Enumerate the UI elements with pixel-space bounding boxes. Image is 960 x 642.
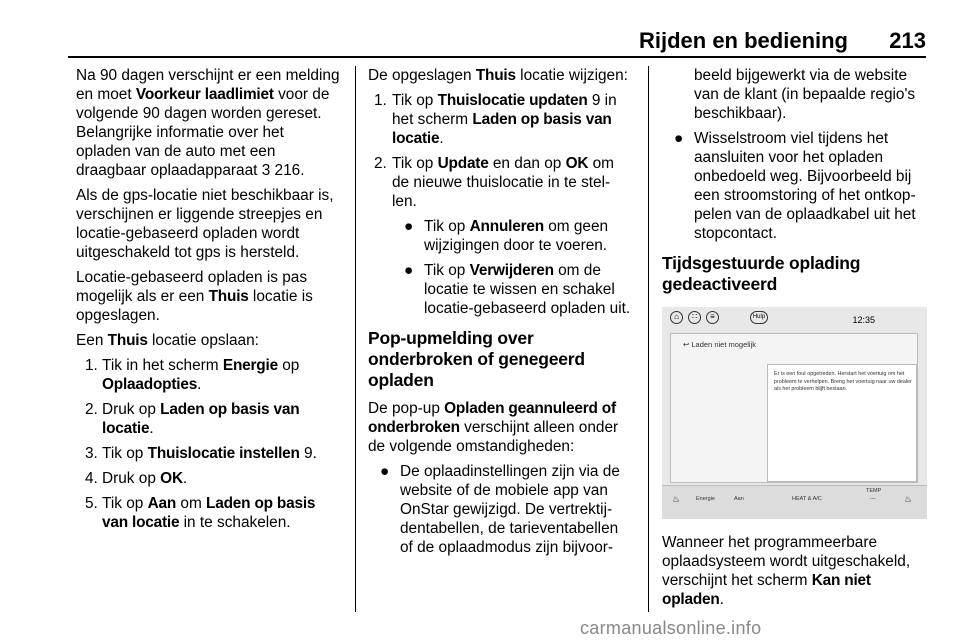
seat-icon: ♨ [904, 494, 913, 504]
column-divider [648, 66, 649, 612]
paragraph: Na 90 dagen verschijnt er een melding en moet Voorkeur laadlimiet voor de volgende 90 dagen worden gereset. Belangrijke informatie over het opladen van de auto met een draagbaar oplaadapparaat 3 216. [76, 67, 340, 179]
paragraph: Wanneer het programmeerbare oplaadsysteem wordt uitgeschakeld, verschijnt het scherm Kan niet opladen. [662, 534, 911, 608]
page-number: 213 [889, 28, 926, 53]
list-item: 2. Tik op Update en dan op OK om de nieuwe thuislocatie in te stel-len. [374, 155, 614, 210]
list-item: beeld bijgewerkt via de website van de klant (in bepaalde regio's beschikbaar). [694, 67, 916, 122]
header-rule [68, 56, 926, 58]
heat-ac-label: HEAT & A/C [792, 496, 822, 502]
temp-value: --- [870, 496, 876, 502]
watermark: carmanualsonline.info [580, 618, 762, 638]
error-message: Er is een fout opgetreden. Herstart het voertuig om het probleem te verhelpen. Breng het voertuig naar uw dealer als het probleem blijft bestaan. [767, 364, 917, 482]
help-icon: Hulp [750, 311, 768, 324]
page-title: Rijden en bediening [638, 28, 848, 53]
fan-label: Aan [734, 496, 744, 502]
paragraph: De pop-up Opladen geannuleerd of onderbroken verschijnt alleen onder de volgende omstandigheden: [368, 400, 619, 455]
sub-bullet-list [368, 217, 634, 318]
paragraph: Locatie-gebaseerd opladen is pas mogelijk als er een Thuis locatie is opgeslagen. [76, 269, 313, 324]
column-divider [355, 66, 356, 612]
temp-label: TEMP [866, 488, 882, 494]
clock: 12:35 [852, 315, 875, 325]
menu-icon: ≡ [706, 311, 719, 324]
list-item: 4. Druk op OK. [85, 470, 188, 487]
list-item: ● De oplaadinstellingen zijn via de website of de mobiele app van OnStar gewijzigd. De vertrektij-dentabellen, de tarieventabellen of de oplaadmodus zijn bijvoor- [380, 463, 620, 556]
energy-label: Energie [696, 496, 715, 502]
list-item: 5. Tik op Aan om Laden op basis van locatie in te schakelen. [85, 495, 316, 531]
list-item: 1. Tik in het scherm Energie op Oplaadopties. [85, 357, 300, 393]
list-item: 3. Tik op Thuislocatie instellen 9. [85, 445, 317, 462]
seat-icon: ♨ [672, 494, 681, 504]
column-1 [76, 66, 342, 538]
paragraph: Als de gps-locatie niet beschikbaar is, verschijnen er liggende streepjes en locatie-gebaseerd opladen wordt uitgeschakeld tot gps is hersteld. [76, 187, 334, 261]
back-icon: ↩ [683, 340, 692, 349]
page-reference: 3 216. [261, 162, 305, 179]
step-list [76, 356, 342, 532]
paragraph: Een Thuis locatie opslaan: [76, 332, 259, 349]
bullet-list [662, 66, 928, 243]
step-list [368, 91, 634, 211]
list-item: ● Tik op Annuleren om geen wijzigingen door te voeren. [404, 218, 609, 254]
list-item: ● Wisselstroom viel tijdens het aansluiten voor het opladen onbedoeld weg. Bijvoorbeeld bij een stroomstoring of het ontkop-pelen van de oplaadkabel uit het stopcontact. [674, 130, 916, 242]
list-item: 1. Tik op Thuislocatie updaten 9 in het scherm Laden op basis van locatie. [374, 92, 617, 147]
list-item: 2. Druk op Laden op basis van locatie. [85, 401, 300, 437]
section-heading: Tijdsgestuurde oplading gedeactiveerd [662, 253, 861, 294]
status-label: ↩ Laden niet mogelijk [683, 340, 757, 349]
column-3 [662, 66, 928, 615]
column-2 [368, 66, 634, 563]
home-icon: ⌂ [670, 311, 683, 324]
screen-panel [670, 333, 918, 483]
screen-top-bar [662, 307, 927, 329]
section-heading: Pop-upmelding over onderbroken of genegeerd opladen [368, 328, 585, 390]
list-item: ● Tik op Verwijderen om de locatie te wissen en schakel locatie-gebaseerd opladen uit. [404, 262, 631, 317]
screen-illustration [662, 307, 927, 519]
bullet-list [368, 462, 634, 557]
apps-icon: ∷ [688, 311, 701, 324]
paragraph: De opgeslagen Thuis locatie wijzigen: [368, 67, 628, 84]
page-header [0, 0, 960, 56]
screen-bottom-bar [662, 485, 927, 519]
